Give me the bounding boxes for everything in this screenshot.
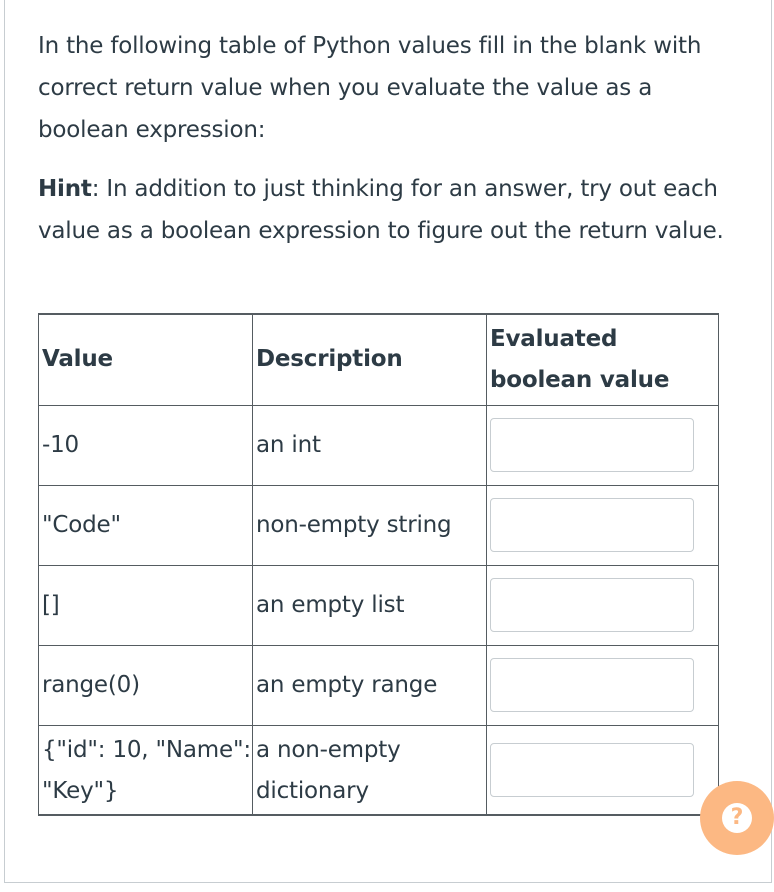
row-description: an empty range	[253, 645, 487, 725]
python-values-table	[38, 313, 719, 816]
answer-cell	[487, 565, 719, 645]
answer-input-1[interactable]	[490, 418, 694, 472]
answer-input-4[interactable]	[490, 658, 694, 712]
table-header-row	[39, 314, 719, 405]
answer-input-2[interactable]	[490, 498, 694, 552]
help-button[interactable]	[700, 781, 774, 855]
hint-label: Hint	[38, 176, 92, 202]
answer-cell	[487, 725, 719, 815]
question-card	[4, 0, 772, 883]
table-row	[39, 645, 719, 725]
question-hint	[38, 168, 738, 252]
header-description: Description	[253, 314, 487, 405]
answer-cell	[487, 405, 719, 485]
table-row	[39, 485, 719, 565]
answer-cell	[487, 645, 719, 725]
question-intro: In the following table of Python values fill in the blank with correct return value when you evaluate the value as a boolean expression:	[38, 33, 702, 143]
row-description: non-empty string	[253, 485, 487, 565]
hint-text: : In addition to just thinking for an answer, try out each value as a boolean expression to figure out the return value.	[38, 176, 724, 244]
row-value: range(0)	[39, 645, 253, 725]
question-mark-icon: ?	[722, 803, 752, 833]
header-evaluated: Evaluated boolean value	[487, 314, 719, 405]
row-value: "Code"	[39, 485, 253, 565]
row-value: -10	[39, 405, 253, 485]
table-row	[39, 565, 719, 645]
answer-input-3[interactable]	[490, 578, 694, 632]
row-value: {"id": 10, "Name": "Key"}	[39, 725, 253, 815]
answer-cell	[487, 485, 719, 565]
row-description: a non-empty dictionary	[253, 725, 487, 815]
table-row	[39, 725, 719, 815]
row-value: []	[39, 565, 253, 645]
row-description: an int	[253, 405, 487, 485]
row-description: an empty list	[253, 565, 487, 645]
table-row	[39, 405, 719, 485]
header-value: Value	[39, 314, 253, 405]
answer-input-5[interactable]	[490, 743, 694, 797]
